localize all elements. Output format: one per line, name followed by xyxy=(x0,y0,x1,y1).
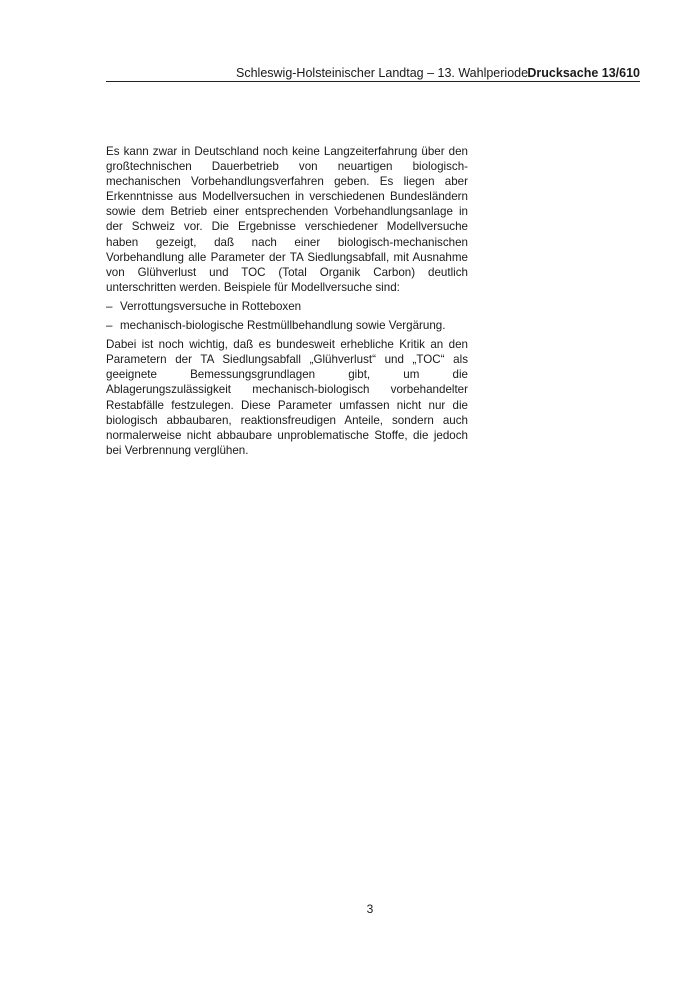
page-number: 3 xyxy=(366,902,374,916)
page-header xyxy=(106,64,640,82)
list-dash: – xyxy=(106,319,113,333)
paragraph-1: Es kann zwar in Deutschland noch keine Langzeiterfahrung über den großtechnischen Dauerbetrieb von neuartigen biologisch-mechanischen Vorbehandlungsverfahren geben. Es liegen aber Erkenntnisse aus Modellversuchen in verschiedenen Bundesländern sowie dem Betrieb einer entsprechenden Vorbehandlungsanlage in der Schweiz vor. Die Ergebnisse verschiedener Modellversuche haben gezeigt, daß nach einer biologisch-mechanischen Vorbehandlung alle Parameter der TA Siedlungsabfall, mit Ausnahme von Glühverlust und TOC (Total Organik Carbon) deutlich unterschritten werden. Beispiele für Modellversuche sind: xyxy=(106,145,468,294)
header-title: Schleswig-Holsteinischer Landtag – 13. Wahlperiode xyxy=(236,66,529,80)
list-item-text: Verrottungsversuche in Rotteboxen xyxy=(120,299,302,313)
header-divider xyxy=(106,81,640,82)
paragraph-2: Dabei ist noch wichtig, daß es bundesweit erhebliche Kritik an den Parametern der TA Siedlungsabfall „Glühverlust“ und „TOC“ als geeignete Bemessungsgrundlagen gibt, um die Ablagerungszulässigkeit mechanisch-biologisch vorbehandelter Restabfälle festzulegen. Diese Parameter umfassen nicht nur die biologisch abbaubaren, reaktionsfreudigen Anteile, sondern auch normalerweise nicht abbaubare unproblematische Stoffe, die jedoch bei Verbrennung verglühen. xyxy=(106,338,468,457)
body-text xyxy=(106,144,468,458)
list-item-text: mechanisch-biologische Restmüllbehandlung sowie Vergärung. xyxy=(120,319,446,333)
list-dash: – xyxy=(106,299,113,313)
list-item xyxy=(106,318,468,333)
example-list xyxy=(106,299,468,333)
list-item xyxy=(106,299,468,314)
document-number: Drucksache 13/610 xyxy=(527,66,640,80)
